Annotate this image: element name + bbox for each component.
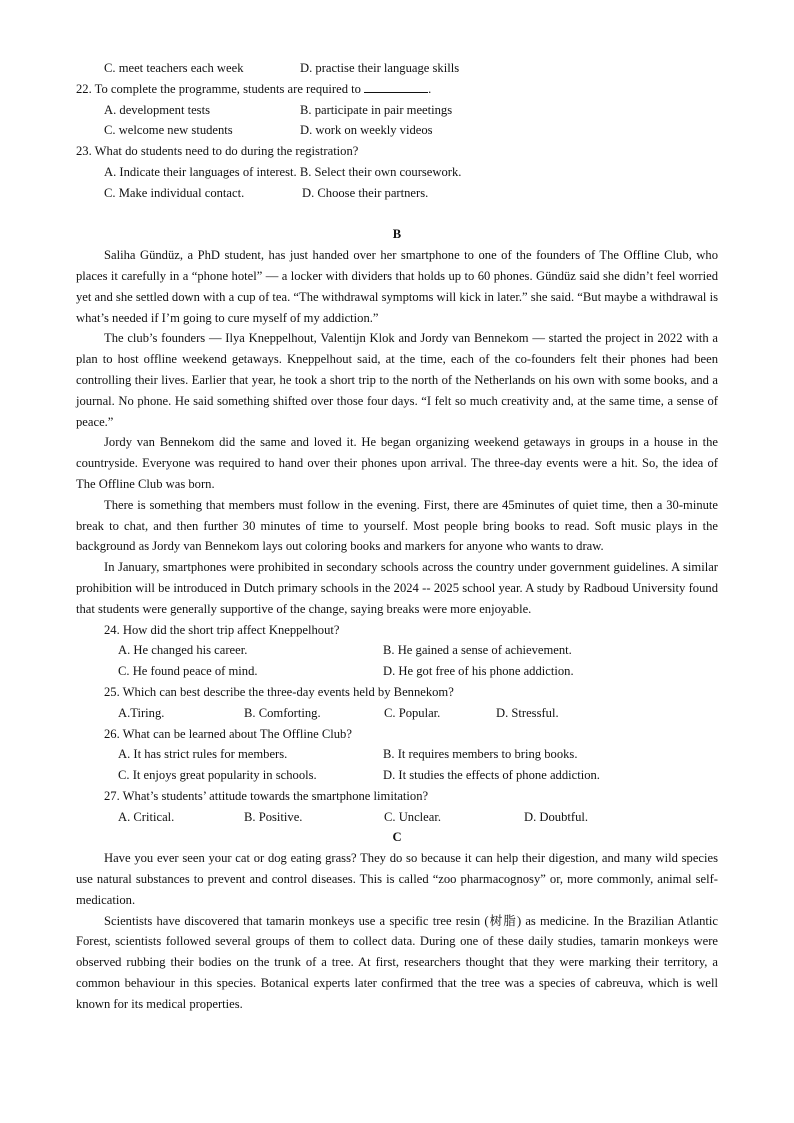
options-row: [76, 162, 718, 183]
option-c: C. meet teachers each week: [104, 61, 244, 75]
options-row: [76, 120, 718, 141]
option-d: D. Doubtful.: [524, 809, 589, 824]
option-d: D. Stressful.: [496, 705, 559, 720]
passage-paragraph: The club’s founders — Ilya Kneppelhout, Valentijn Klok and Jordy van Bennekom — started the project in 2022 with a plan to host offline weekend getaways. Kneppelhout said, at the time, each of the co-founders felt their phones had been controlling their lives. Earlier that year, he took a short trip to the north of the Netherlands on his own with some books, and a journal. No phone. He said something shifted over those four days. “I felt so much creativity and, at the same time, a sense of peace.”: [76, 331, 718, 429]
section-heading-b: B: [392, 227, 402, 242]
top-options-row: [76, 58, 718, 79]
option-b: B. participate in pair meetings: [300, 102, 453, 117]
option-c: C. It enjoys great popularity in schools.: [118, 768, 317, 783]
option-b: B. Positive.: [244, 809, 303, 824]
option-a: A. He changed his career.: [118, 643, 248, 658]
question-27: [76, 786, 718, 807]
document-page: [76, 58, 718, 1015]
question-stem: 26. What can be learned about The Offline Club?: [104, 726, 352, 741]
passage-paragraph: Have you ever seen your cat or dog eating grass? They do so because it can help their digestion, and many wild species use natural substances to prevent and control diseases. This is called “zoo pharmacognosy” or, more commonly, animal self-medication.: [76, 851, 718, 907]
option-a: A. Indicate their languages of interest.: [104, 164, 297, 179]
question-stem: 24. How did the short trip affect Kneppelhout?: [104, 622, 340, 637]
passage-paragraph: In January, smartphones were prohibited in secondary schools across the country under government guidelines. A similar prohibition will be introduced in Dutch primary schools in the 2024 -- 2025 school year. A study by Radboud University found that students were generally supportive of the change, saying breaks were more enjoyable.: [76, 560, 718, 616]
option-d: D. work on weekly videos: [300, 123, 433, 138]
options-row: [76, 765, 718, 786]
option-c: C. Unclear.: [384, 809, 442, 824]
options-row: [76, 183, 718, 204]
option-b: B. He gained a sense of achievement.: [383, 643, 572, 658]
passage-paragraph: Scientists have discovered that tamarin monkeys use a specific tree resin (树脂) as medicine. In the Brazilian Atlantic Forest, scientists followed several groups of them to collect data. During one of these daily studies, tamarin monkeys were observed rubbing their bodies on the trunk of a tree. At first, researchers thought that they were marking their territory, a common behaviour in this species. Botanical experts later confirmed that the tree was a species of cabreuva, which is well known for its medical properties.: [76, 913, 718, 1011]
passage-paragraph: There is something that members must follow in the evening. First, there are 45minutes of quiet time, then a 30-minute break to chat, and then further 30 minutes of time to yourself. Most people bring books to read. Soft music plays in the background as Jordy van Bennekom lays out coloring books and markers for anyone who wants to draw.: [76, 497, 718, 554]
option-d: D. He got free of his phone addiction.: [383, 664, 574, 679]
options-row: [76, 100, 718, 121]
question-23: [76, 141, 718, 162]
option-b: B. It requires members to bring books.: [383, 747, 578, 762]
passage-paragraph: Saliha Gündüz, a PhD student, has just handed over her smartphone to one of the founders of The Offline Club, who places it carefully in a “phone hotel” — a locker with dividers that holds up to 60 phones. Gündüz said she didn’t feel worried yet and she settled down with a cup of tea. “The withdrawal symptoms will kick in later.” she said. “But maybe a withdrawal is what’s needed if I’m going to cure myself of my addiction.”: [76, 248, 718, 325]
question-22: [76, 79, 718, 100]
option-b: B. Select their own coursework.: [299, 164, 462, 179]
option-c: C. welcome new students: [104, 123, 233, 138]
question-24: [76, 620, 718, 641]
question-stem-tail: .: [428, 81, 432, 96]
options-row: [76, 661, 718, 682]
options-row: [76, 640, 718, 661]
option-a: A. development tests: [104, 102, 210, 117]
option-c: C. Make individual contact.: [104, 185, 245, 200]
option-a: A. Critical.: [118, 809, 175, 824]
question-stem: 22. To complete the programme, students are required to: [76, 81, 361, 96]
option-b: B. Comforting.: [244, 705, 321, 720]
option-d: D. Choose their partners.: [302, 185, 429, 200]
option-a: A. It has strict rules for members.: [118, 747, 288, 762]
question-26: [76, 724, 718, 745]
option-c: C. He found peace of mind.: [118, 664, 258, 679]
answer-blank: [364, 79, 428, 93]
question-stem: 23. What do students need to do during the registration?: [76, 144, 359, 159]
passage-paragraph: Jordy van Bennekom did the same and loved it. He began organizing weekend getaways in groups in a house in the countryside. Everyone was required to hand over their phones upon arrival. The three-day events were a hit. So, the idea of The Offline Club was born.: [76, 435, 718, 491]
question-stem: 27. What’s students’ attitude towards the smartphone limitation?: [104, 788, 429, 803]
options-row: [76, 807, 718, 828]
section-heading-c: C: [392, 830, 402, 845]
option-d: D. practise their language skills: [300, 61, 460, 75]
options-row: [76, 703, 718, 724]
question-stem: 25. Which can best describe the three-day events held by Bennekom?: [104, 684, 454, 699]
option-c: C. Popular.: [384, 705, 441, 720]
option-a: A.Tiring.: [118, 705, 165, 720]
question-25: [76, 682, 718, 703]
option-d: D. It studies the effects of phone addiction.: [383, 768, 600, 783]
options-row: [76, 744, 718, 765]
